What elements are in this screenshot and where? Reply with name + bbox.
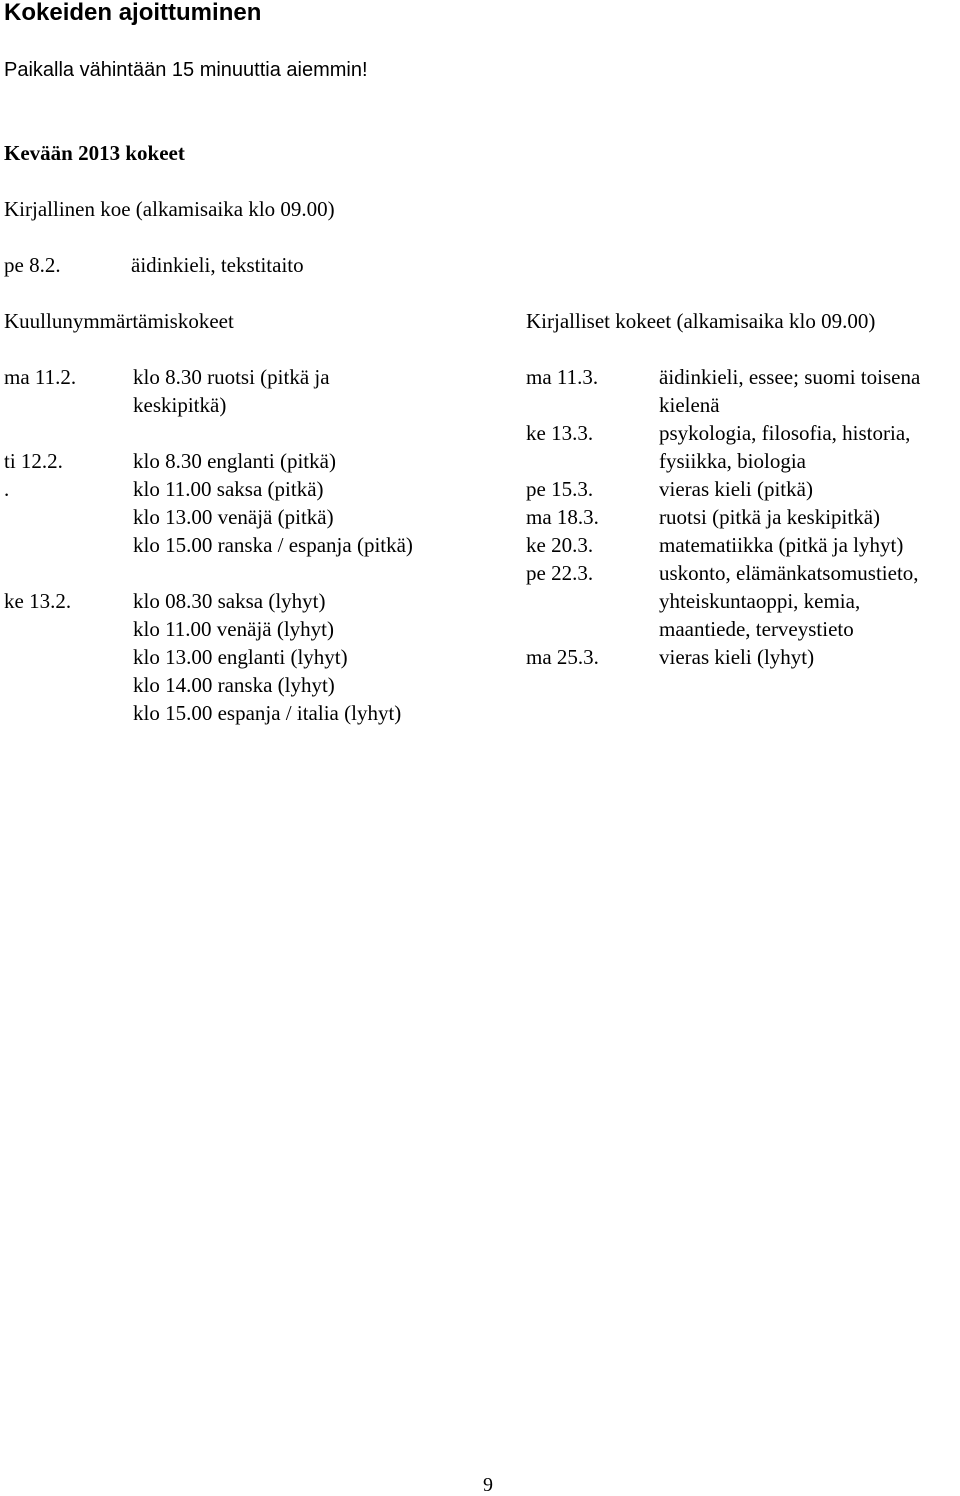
listening-item: klo 14.00 ranska (lyhyt) xyxy=(133,673,335,697)
page-title: Kokeiden ajoittuminen xyxy=(4,0,262,26)
written-exam-label: Kirjallinen koe (alkamisaika klo 09.00) xyxy=(4,197,335,221)
exam-subject: vieras kieli (pitkä) xyxy=(659,477,813,501)
exam-subject: äidinkieli, essee; suomi toisena xyxy=(659,365,921,389)
listening-day-extra: . xyxy=(4,477,10,501)
exam-date: ke 13.3. xyxy=(526,421,594,445)
listening-item: keskipitkä) xyxy=(133,393,227,417)
listening-item: klo 13.00 venäjä (pitkä) xyxy=(133,505,334,529)
exam-subject: yhteiskuntaoppi, kemia, xyxy=(659,589,861,613)
exam-date: ma 25.3. xyxy=(526,645,599,669)
exam-subject: uskonto, elämänkatsomustieto, xyxy=(659,561,919,585)
exam-date: pe 22.3. xyxy=(526,561,594,585)
listening-item: klo 11.00 saksa (pitkä) xyxy=(133,477,324,501)
written-exams-heading: Kirjalliset kokeet (alkamisaika klo 09.00) xyxy=(526,309,876,333)
exam-subject: kielenä xyxy=(659,393,720,417)
exam-date: pe 15.3. xyxy=(526,477,594,501)
listening-item: klo 08.30 saksa (lyhyt) xyxy=(133,589,326,613)
exam-subject: psykologia, filosofia, historia, xyxy=(659,421,911,445)
exam-subject: fysiikka, biologia xyxy=(659,449,806,473)
exam-subject: vieras kieli (lyhyt) xyxy=(659,645,815,669)
arrival-notice: Paikalla vähintään 15 minuuttia aiemmin! xyxy=(4,59,368,81)
page-number: 9 xyxy=(483,1474,493,1496)
listening-item: klo 8.30 englanti (pitkä) xyxy=(133,449,336,473)
exam-date: ke 20.3. xyxy=(526,533,594,557)
exam-subject: matematiikka (pitkä ja lyhyt) xyxy=(659,533,904,557)
listening-item: klo 15.00 ranska / espanja (pitkä) xyxy=(133,533,413,557)
exam-subject: ruotsi (pitkä ja keskipitkä) xyxy=(659,505,881,529)
listening-day: ti 12.2. xyxy=(4,449,63,473)
written-exam-date: pe 8.2. xyxy=(4,253,61,277)
listening-day: ke 13.2. xyxy=(4,589,72,613)
listening-item: klo 13.00 englanti (lyhyt) xyxy=(133,645,348,669)
exam-subject: maantiede, terveystieto xyxy=(659,617,854,641)
listening-item: klo 11.00 venäjä (lyhyt) xyxy=(133,617,335,641)
written-exam-subject: äidinkieli, tekstitaito xyxy=(131,253,304,277)
section-heading: Kevään 2013 kokeet xyxy=(4,141,185,165)
exam-date: ma 18.3. xyxy=(526,505,599,529)
listening-item: klo 15.00 espanja / italia (lyhyt) xyxy=(133,701,402,725)
listening-day: ma 11.2. xyxy=(4,365,77,389)
listening-heading: Kuullunymmärtämiskokeet xyxy=(4,309,234,333)
exam-date: ma 11.3. xyxy=(526,365,599,389)
listening-item: klo 8.30 ruotsi (pitkä ja xyxy=(133,365,330,389)
